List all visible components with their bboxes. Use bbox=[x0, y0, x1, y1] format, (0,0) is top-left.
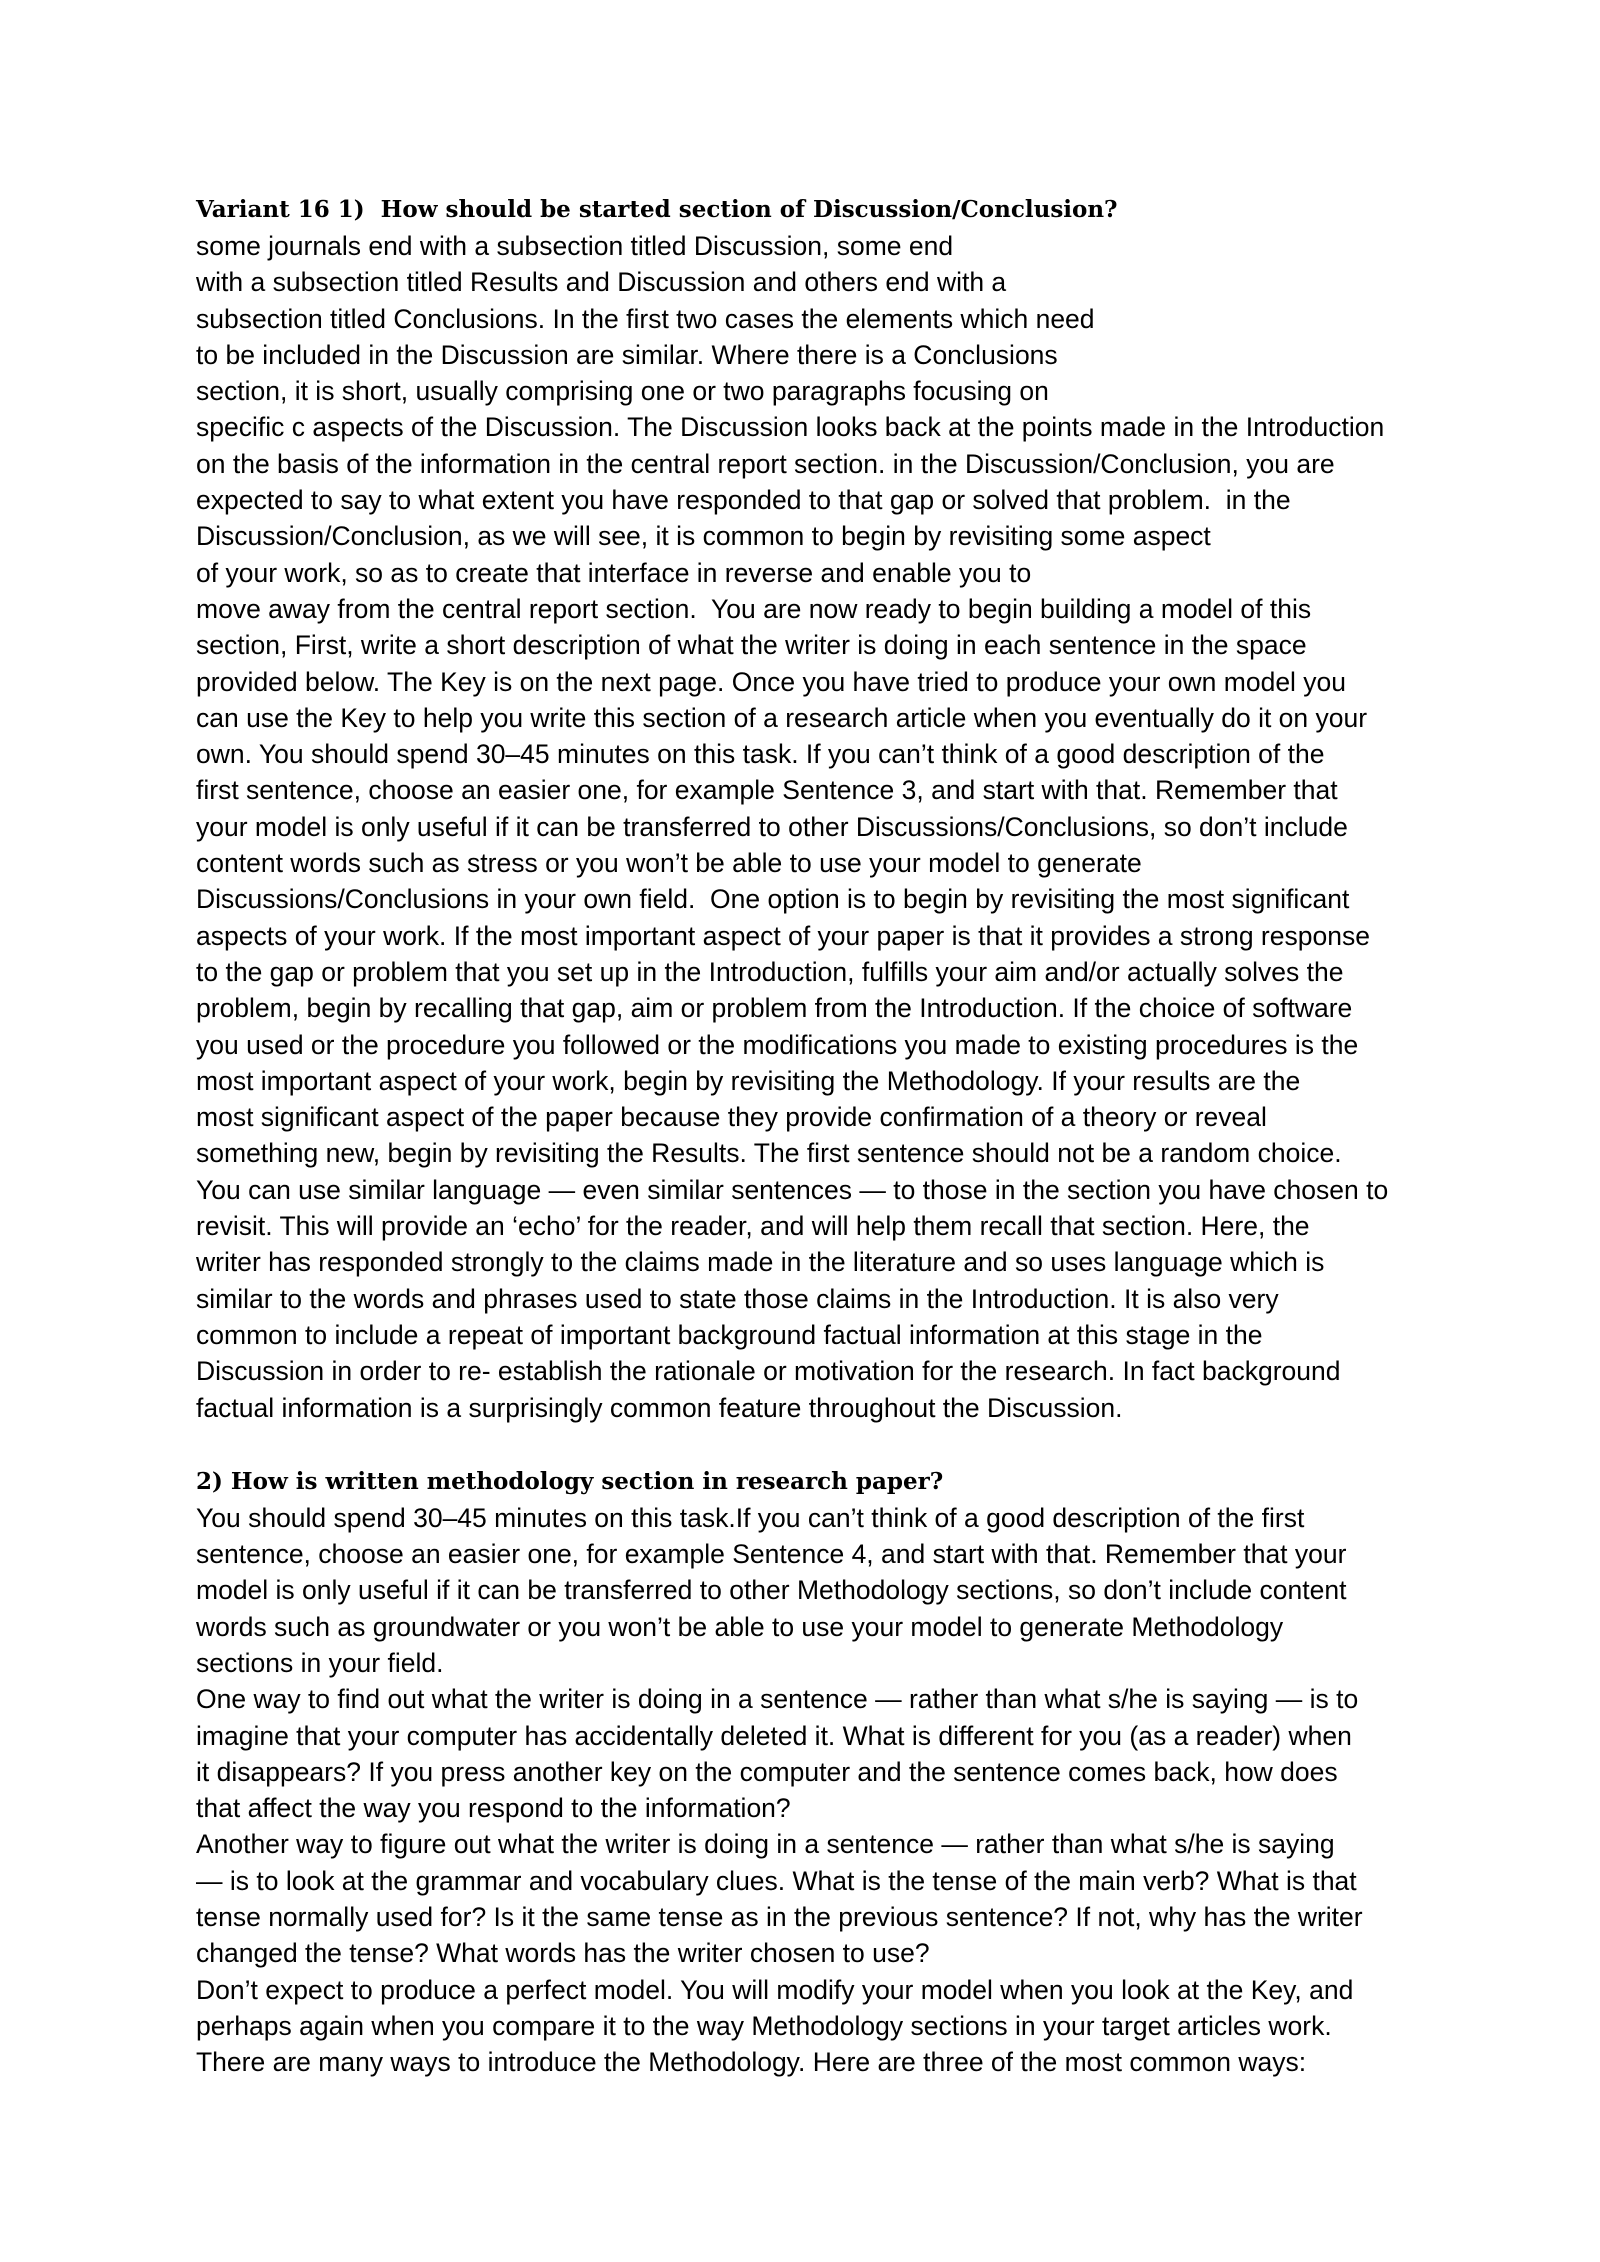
section-body bbox=[196, 1500, 1456, 2081]
text-line: expected to say to what extent you have responded to that gap or solved that problem. in the bbox=[196, 485, 1291, 516]
section-discussion bbox=[196, 192, 1456, 1426]
text-line: your model is only useful if it can be transferred to other Discussions/Conclusions, so don’t include bbox=[196, 811, 1348, 842]
text-line: words such as groundwater or you won’t be able to use your model to generate Methodology bbox=[196, 1611, 1284, 1642]
text-line: writer has responded strongly to the claims made in the literature and so uses language which is bbox=[196, 1247, 1325, 1278]
text-line: something new, begin by revisiting the Results. The first sentence should not be a random choice. bbox=[196, 1138, 1342, 1169]
text-line: sections in your field. bbox=[196, 1647, 444, 1678]
text-line: some journals end with a subsection titled Discussion, some end bbox=[196, 231, 954, 261]
text-line: similar to the words and phrases used to state those claims in the Introduction. It is also very bbox=[196, 1283, 1279, 1314]
section-body bbox=[196, 228, 1456, 1426]
text-line: Discussion in order to re- establish the rationale or motivation for the research. In fact background bbox=[196, 1356, 1341, 1387]
text-line: provided below. The Key is on the next page. Once you have tried to produce your own model you bbox=[196, 666, 1347, 697]
text-line: Discussion/Conclusion, as we will see, it is common to begin by revisiting some aspect bbox=[196, 521, 1211, 552]
text-line: Another way to figure out what the writer is doing in a sentence — rather than what s/he is saying bbox=[196, 1829, 1335, 1860]
text-line: — is to look at the grammar and vocabulary clues. What is the tense of the main verb? What is that bbox=[196, 1865, 1357, 1896]
text-line: factual information is a surprisingly common feature throughout the Discussion. bbox=[196, 1392, 1123, 1423]
text-line: You should spend 30–45 minutes on this task.If you can’t think of a good description of the first bbox=[196, 1502, 1305, 1533]
text-line: tense normally used for? Is it the same tense as in the previous sentence? If not, why has the writer bbox=[196, 1902, 1363, 1933]
text-line: with a subsection titled Results and Discussion and others end with a bbox=[196, 267, 1007, 298]
text-line: most important aspect of your work, begin by revisiting the Methodology. If your results are the bbox=[196, 1065, 1301, 1096]
text-line: specific c aspects of the Discussion. The Discussion looks back at the points made in the Introduction bbox=[196, 412, 1385, 443]
text-line: content words such as stress or you won’t be able to use your model to generate bbox=[196, 848, 1142, 879]
document-page bbox=[196, 192, 1456, 2081]
section-gap bbox=[196, 1426, 1456, 1464]
text-line: Don’t expect to produce a perfect model. You will modify your model when you look at the Key, and bbox=[196, 1974, 1354, 2005]
text-line: move away from the central report section. You are now ready to begin building a model of this bbox=[196, 593, 1312, 624]
text-line: that affect the way you respond to the information? bbox=[196, 1793, 791, 1824]
text-line: section, it is short, usually comprising one or two paragraphs focusing on bbox=[196, 376, 1049, 407]
text-line: Discussions/Conclusions in your own field. One option is to begin by revisiting the most significant bbox=[196, 884, 1350, 915]
text-line: to the gap or problem that you set up in the Introduction, fulfills your aim and/or actually solves the bbox=[196, 956, 1344, 987]
text-line: own. You should spend 30–45 minutes on this task. If you can’t think of a good description of the bbox=[196, 739, 1325, 770]
text-line: sentence, choose an easier one, for example Sentence 4, and start with that. Remember that your bbox=[196, 1539, 1347, 1570]
text-line: first sentence, choose an easier one, for example Sentence 3, and start with that. Remember that bbox=[196, 775, 1338, 806]
text-line: You can use similar language — even similar sentences — to those in the section you have chosen to bbox=[196, 1174, 1389, 1205]
text-line: common to include a repeat of important background factual information at this stage in the bbox=[196, 1319, 1263, 1350]
text-line: to be included in the Discussion are similar. Where there is a Conclusions bbox=[196, 339, 1058, 370]
text-line: changed the tense? What words has the writer chosen to use? bbox=[196, 1938, 930, 1969]
text-line: imagine that your computer has accidentally deleted it. What is different for you (as a reader) when bbox=[196, 1720, 1352, 1751]
text-line: revisit. This will provide an ‘echo’ for the reader, and will help them recall that section. Here, the bbox=[196, 1211, 1310, 1242]
text-line: One way to find out what the writer is doing in a sentence — rather than what s/he is saying — is to bbox=[196, 1684, 1359, 1715]
text-line: subsection titled Conclusions. In the first two cases the elements which need bbox=[196, 303, 1095, 334]
text-line: model is only useful if it can be transferred to other Methodology sections, so don’t include content bbox=[196, 1575, 1347, 1606]
text-line: of your work, so as to create that interface in reverse and enable you to bbox=[196, 557, 1032, 588]
text-line: can use the Key to help you write this section of a research article when you eventually do it on your bbox=[196, 702, 1368, 733]
section-heading: 2) How is written methodology section in research paper? bbox=[196, 1467, 944, 1495]
text-line: section, First, write a short description of what the writer is doing in each sentence in the space bbox=[196, 630, 1307, 661]
text-line: you used or the procedure you followed or the modifications you made to existing procedures is the bbox=[196, 1029, 1359, 1060]
text-line: it disappears? If you press another key on the computer and the sentence comes back, how does bbox=[196, 1756, 1338, 1787]
text-line: problem, begin by recalling that gap, aim or problem from the Introduction. If the choice of software bbox=[196, 993, 1353, 1024]
section-heading: Variant 16 1) How should be started section of Discussion/Conclusion? bbox=[196, 196, 1118, 223]
text-line: There are many ways to introduce the Methodology. Here are three of the most common ways: bbox=[196, 2047, 1307, 2078]
section-methodology bbox=[196, 1464, 1456, 2081]
text-line: on the basis of the information in the central report section. in the Discussion/Conclusion, you are bbox=[196, 448, 1335, 479]
text-line: aspects of your work. If the most important aspect of your paper is that it provides a strong response bbox=[196, 920, 1370, 951]
text-line: most significant aspect of the paper because they provide confirmation of a theory or reveal bbox=[196, 1102, 1267, 1133]
text-line: perhaps again when you compare it to the way Methodology sections in your target articles work. bbox=[196, 2010, 1332, 2041]
